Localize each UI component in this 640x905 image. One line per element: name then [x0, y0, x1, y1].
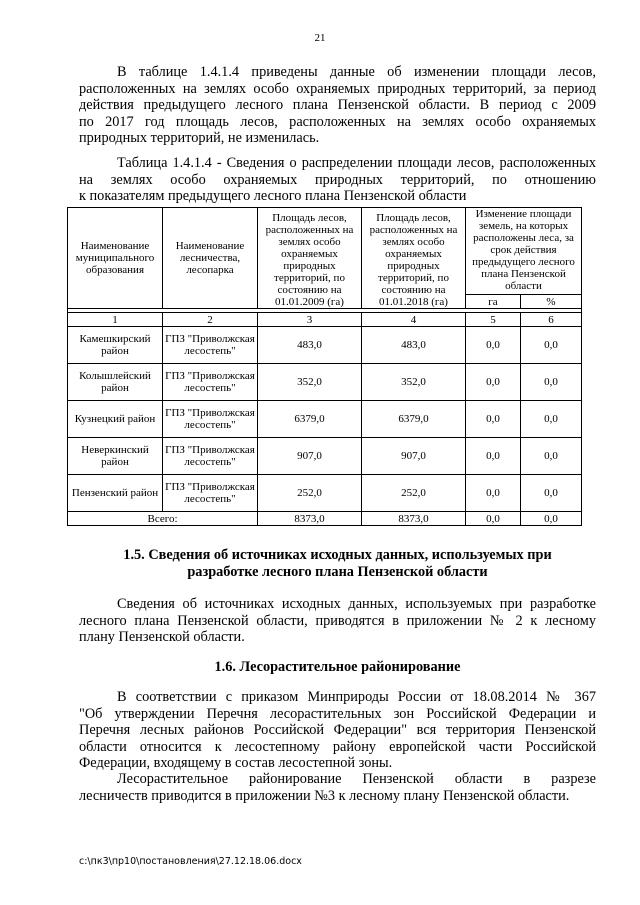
cell-area-2018: 6379,0 [362, 401, 466, 438]
cell-forestry: ГПЗ "Приволжская лесостепь" [163, 475, 258, 512]
cell-change-ha: 0,0 [466, 401, 521, 438]
intro-line: В таблице 1.4.1.4 приведены данные об изменении площади лесов, [117, 64, 596, 80]
column-number-row [68, 313, 582, 327]
cell-forestry: ГПЗ "Приволжская лесостепь" [163, 438, 258, 475]
header-district: Наименование муниципального образования [68, 208, 163, 309]
forest-area-table [67, 207, 582, 526]
column-number: 5 [466, 313, 521, 327]
table-row [68, 475, 582, 512]
table-header-row [68, 208, 582, 295]
header-change: Изменение площади земель, на которых расположены леса, за срок действия предыдущего лесного плана Пензенской области [466, 208, 582, 295]
cell-forestry: ГПЗ "Приволжская лесостепь" [163, 327, 258, 364]
table-caption [79, 155, 596, 205]
section-title-line: 1.5. Сведения об источниках исходных данных, используемых при [123, 547, 552, 563]
cell-change-ha: 0,0 [466, 438, 521, 475]
cell-district: Пензенский район [68, 475, 163, 512]
section-1-6-paragraph-2 [79, 771, 596, 804]
cell-area-2009: 252,0 [258, 475, 362, 512]
column-number: 1 [68, 313, 163, 327]
paragraph-line: Перечня лесных районов Российской Федерации" вся территория Пензенской [79, 722, 596, 738]
header-area-2018: Площадь лесов, расположенных на землях особо охраняемых природных территорий, по состоянию на 01.01.2018 (га) [362, 208, 466, 309]
total-area-2009: 8373,0 [258, 512, 362, 526]
intro-line: природных территорий, не изменилась. [79, 130, 320, 146]
cell-area-2009: 352,0 [258, 364, 362, 401]
paragraph-line: области относится к лесостепному району европейской части Российской [79, 738, 596, 755]
cell-change-ha: 0,0 [466, 364, 521, 401]
section-title-line: разработке лесного плана Пензенской области [187, 563, 488, 580]
paragraph-line: Сведения об источниках исходных данных, используемых при разработке [117, 596, 596, 612]
intro-line: расположенных на землях особо охраняемых природных территорий, за период [79, 80, 596, 97]
cell-area-2018: 352,0 [362, 364, 466, 401]
cell-district: Кузнецкий район [68, 401, 163, 438]
paragraph-line: Лесорастительное районирование Пензенской области в разрезе [117, 771, 596, 787]
cell-change-pct: 0,0 [521, 475, 582, 512]
cell-area-2018: 907,0 [362, 438, 466, 475]
table-row [68, 401, 582, 438]
cell-district: Камешкирский район [68, 327, 163, 364]
caption-line: на землях особо охраняемых природных территорий, по отношению [79, 171, 596, 188]
table-total-row [68, 512, 582, 526]
cell-change-pct: 0,0 [521, 327, 582, 364]
table-row [68, 364, 582, 401]
header-change-pct: % [521, 295, 582, 309]
paragraph-line: Федерации, входящему в состав лесостепной зоны. [79, 755, 393, 771]
cell-change-pct: 0,0 [521, 401, 582, 438]
table-row [68, 327, 582, 364]
total-change-pct: 0,0 [521, 512, 582, 526]
header-area-2009: Площадь лесов, расположенных на землях особо охраняемых природных территорий, по состоянию на 01.01.2009 (га) [258, 208, 362, 309]
section-1-5-title [79, 547, 596, 580]
caption-line: к показателям предыдущего лесного плана Пензенской области [79, 188, 467, 204]
paragraph-line: плану Пензенской области. [79, 629, 245, 645]
caption-line: Таблица 1.4.1.4 - Сведения о распределении площади лесов, расположенных [117, 155, 596, 171]
cell-district: Колышлейский район [68, 364, 163, 401]
cell-change-ha: 0,0 [466, 327, 521, 364]
section-1-6-title: 1.6. Лесорастительное районирование [214, 659, 461, 675]
table-row [68, 438, 582, 475]
total-label: Всего: [68, 512, 258, 526]
paragraph-line: В соответствии с приказом Минприроды России от 18.08.2014 № 367 [117, 689, 596, 705]
footer-file-path: c:\пк3\пр10\постановления\27.12.18.06.docx [79, 856, 302, 867]
section-1-5-paragraph [79, 596, 596, 646]
paragraph-line: лесничеств приводится в приложении №3 к лесному плану Пензенской области. [79, 787, 570, 804]
cell-change-ha: 0,0 [466, 475, 521, 512]
cell-forestry: ГПЗ "Приволжская лесостепь" [163, 364, 258, 401]
intro-paragraph [79, 64, 596, 147]
paragraph-line: лесного плана Пензенской области, приводятся в приложении № 2 к лесному [79, 612, 596, 629]
intro-line: действия предыдущего лесного плана Пензенской области. В период с 2009 [79, 97, 596, 113]
cell-district: Неверкинский район [68, 438, 163, 475]
header-change-ha: га [466, 295, 521, 309]
total-area-2018: 8373,0 [362, 512, 466, 526]
cell-area-2018: 483,0 [362, 327, 466, 364]
paragraph-line: "Об утверждении Перечня лесорастительных зон Российской Федерации и [79, 705, 596, 722]
cell-change-pct: 0,0 [521, 438, 582, 475]
header-forestry: Наименование лесничества, лесопарка [163, 208, 258, 309]
cell-area-2018: 252,0 [362, 475, 466, 512]
intro-line: по 2017 год площадь лесов, расположенных на землях особо охраняемых [79, 113, 596, 130]
cell-forestry: ГПЗ "Приволжская лесостепь" [163, 401, 258, 438]
column-number: 6 [521, 313, 582, 327]
page-number: 21 [314, 32, 326, 44]
cell-area-2009: 483,0 [258, 327, 362, 364]
cell-change-pct: 0,0 [521, 364, 582, 401]
cell-area-2009: 907,0 [258, 438, 362, 475]
column-number: 3 [258, 313, 362, 327]
column-number: 2 [163, 313, 258, 327]
cell-area-2009: 6379,0 [258, 401, 362, 438]
total-change-ha: 0,0 [466, 512, 521, 526]
section-1-6-paragraph-1 [79, 689, 596, 772]
column-number: 4 [362, 313, 466, 327]
